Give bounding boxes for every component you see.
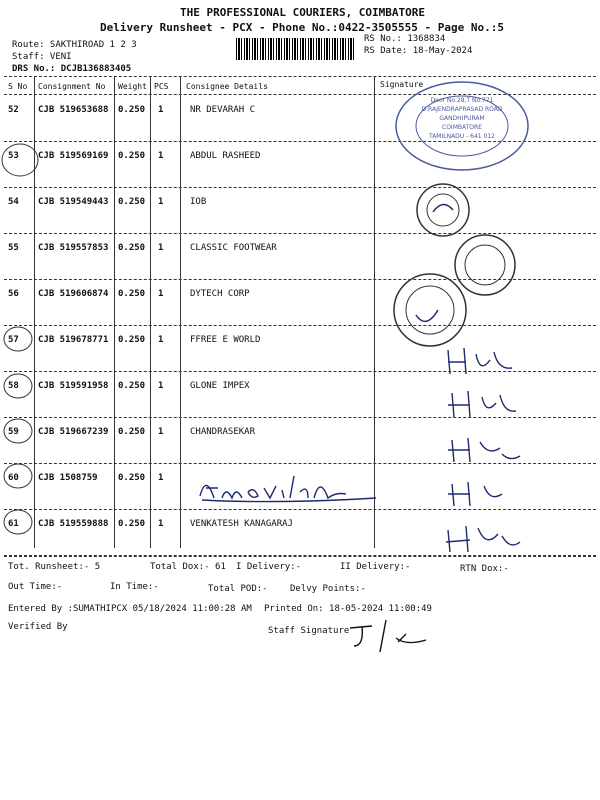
out-time: Out Time:- — [8, 582, 63, 592]
row-consignee: CLASSIC FOOTWEAR — [190, 243, 277, 253]
row-pcs: 1 — [158, 381, 164, 391]
row-sno: 57 — [8, 335, 19, 345]
row-consignment-no: CJB 519653688 — [38, 105, 109, 115]
col-header-pcs: PCS — [154, 82, 169, 91]
stamp-line-2: D.RAJENDRAPRASAD ROAD — [421, 106, 503, 113]
col-header-sno: S No — [8, 82, 28, 91]
row-consignment-no: CJB 519559888 — [38, 519, 109, 529]
rtn-dox: RTN Dox:- — [460, 564, 509, 574]
row-sno: 61 — [8, 519, 19, 529]
row-weight: 0.250 — [118, 427, 146, 437]
total-dox: Total Dox:- 61 — [150, 562, 226, 572]
staff-label: Staff: VENI — [12, 52, 72, 62]
row-consignment-no: CJB 519557853 — [38, 243, 109, 253]
row-consignment-no: CJB 519549443 — [38, 197, 109, 207]
document-title: THE PROFESSIONAL COURIERS, COIMBATORE — [180, 6, 426, 19]
table-row — [0, 280, 600, 326]
row-pcs: 1 — [158, 105, 164, 115]
row-consignment-no: CJB 1508759 — [38, 473, 98, 483]
table-row — [0, 464, 600, 510]
row-pcs: 1 — [158, 519, 164, 529]
col-header-weight: Weight — [118, 82, 147, 91]
table-row — [0, 234, 600, 280]
stamp-line-3: GANDHIPURAM — [439, 115, 485, 122]
row-sno: 58 — [8, 381, 19, 391]
row-consignee: ABDUL RASHEED — [190, 151, 261, 161]
barcode — [236, 38, 356, 60]
col-header-signature: Signature — [380, 80, 424, 89]
table-row — [0, 372, 600, 418]
row-pcs: 1 — [158, 289, 164, 299]
row-weight: 0.250 — [118, 381, 146, 391]
table-bottom-rule — [4, 556, 596, 557]
row-consignment-no: CJB 519591958 — [38, 381, 109, 391]
entered-by: Entered By :SUMATHIPCX 05/18/2024 11:00:28 AM — [8, 604, 252, 614]
row-pcs: 1 — [158, 427, 164, 437]
row-sno: 60 — [8, 473, 19, 483]
row-sno: 55 — [8, 243, 19, 253]
row-pcs: 1 — [158, 473, 164, 483]
route-label: Route: SAKTHIROAD 1 2 3 — [12, 40, 137, 50]
row-pcs: 1 — [158, 243, 164, 253]
stamp-line-1: Door No.28,T No.771 — [430, 97, 494, 104]
row-consignment-no: CJB 519606874 — [38, 289, 109, 299]
col-header-consignment: Consignment No — [38, 82, 106, 91]
table-top-rule — [4, 76, 596, 77]
row-pcs: 1 — [158, 335, 164, 345]
row-weight: 0.250 — [118, 519, 146, 529]
table-row — [0, 326, 600, 372]
table-row — [0, 96, 600, 142]
in-time: In Time:- — [110, 582, 159, 592]
tot-runsheet: Tot. Runsheet:- 5 — [8, 562, 101, 572]
stamp-line-4: COIMBATORE — [442, 124, 482, 131]
row-weight: 0.250 — [118, 289, 146, 299]
row-pcs: 1 — [158, 197, 164, 207]
staff-signature-label: Staff Signature — [268, 626, 350, 636]
table-row — [0, 188, 600, 234]
row-weight: 0.250 — [118, 197, 146, 207]
table-row — [0, 510, 600, 556]
i-delivery: I Delivery:- — [236, 562, 302, 572]
stamp-line-5: TAMILNADU - 641 012 — [429, 133, 495, 140]
row-sno: 53 — [8, 151, 19, 161]
row-weight: 0.250 — [118, 105, 146, 115]
document-subtitle: Delivery Runsheet - PCX - Phone No.:0422-3505555 - Page No.:5 — [100, 21, 504, 34]
table-header-rule — [4, 94, 596, 95]
row-consignee: FFREE E WORLD — [190, 335, 261, 345]
delvy-points: Delvy Points:- — [290, 584, 366, 594]
rs-date: RS Date: 18-May-2024 — [364, 46, 473, 56]
row-consignment-no: CJB 519667239 — [38, 427, 109, 437]
row-consignee: NR DEVARAH C — [190, 105, 256, 115]
col-header-consignee: Consignee Details — [186, 82, 268, 91]
table-row — [0, 142, 600, 188]
row-sno: 56 — [8, 289, 19, 299]
row-sno: 59 — [8, 427, 19, 437]
rs-number: RS No.: 1368834 — [364, 34, 446, 44]
row-consignment-no: CJB 519678771 — [38, 335, 109, 345]
drs-number: DRS No.: DCJB136883405 — [12, 64, 132, 74]
row-consignee: VENKATESH KANAGARAJ — [190, 519, 293, 529]
row-weight: 0.250 — [118, 335, 146, 345]
row-consignee: GLONE IMPEX — [190, 381, 250, 391]
row-sno: 52 — [8, 105, 19, 115]
row-weight: 0.250 — [118, 151, 146, 161]
row-weight: 0.250 — [118, 243, 146, 253]
ii-delivery: II Delivery:- — [340, 562, 411, 572]
printed-on: Printed On: 18-05-2024 11:00:49 — [264, 604, 432, 614]
row-consignee: IOB — [190, 197, 207, 207]
staff-handwritten-signature — [346, 616, 446, 656]
table-row — [0, 418, 600, 464]
row-weight: 0.250 — [118, 473, 146, 483]
total-pod: Total POD:- — [208, 584, 268, 594]
verified-by: Verified By — [8, 622, 68, 632]
row-sno: 54 — [8, 197, 19, 207]
row-consignment-no: CJB 519569169 — [38, 151, 109, 161]
row-pcs: 1 — [158, 151, 164, 161]
row-consignee: DYTECH CORP — [190, 289, 250, 299]
row-consignee: CHANDRASEKAR — [190, 427, 256, 437]
